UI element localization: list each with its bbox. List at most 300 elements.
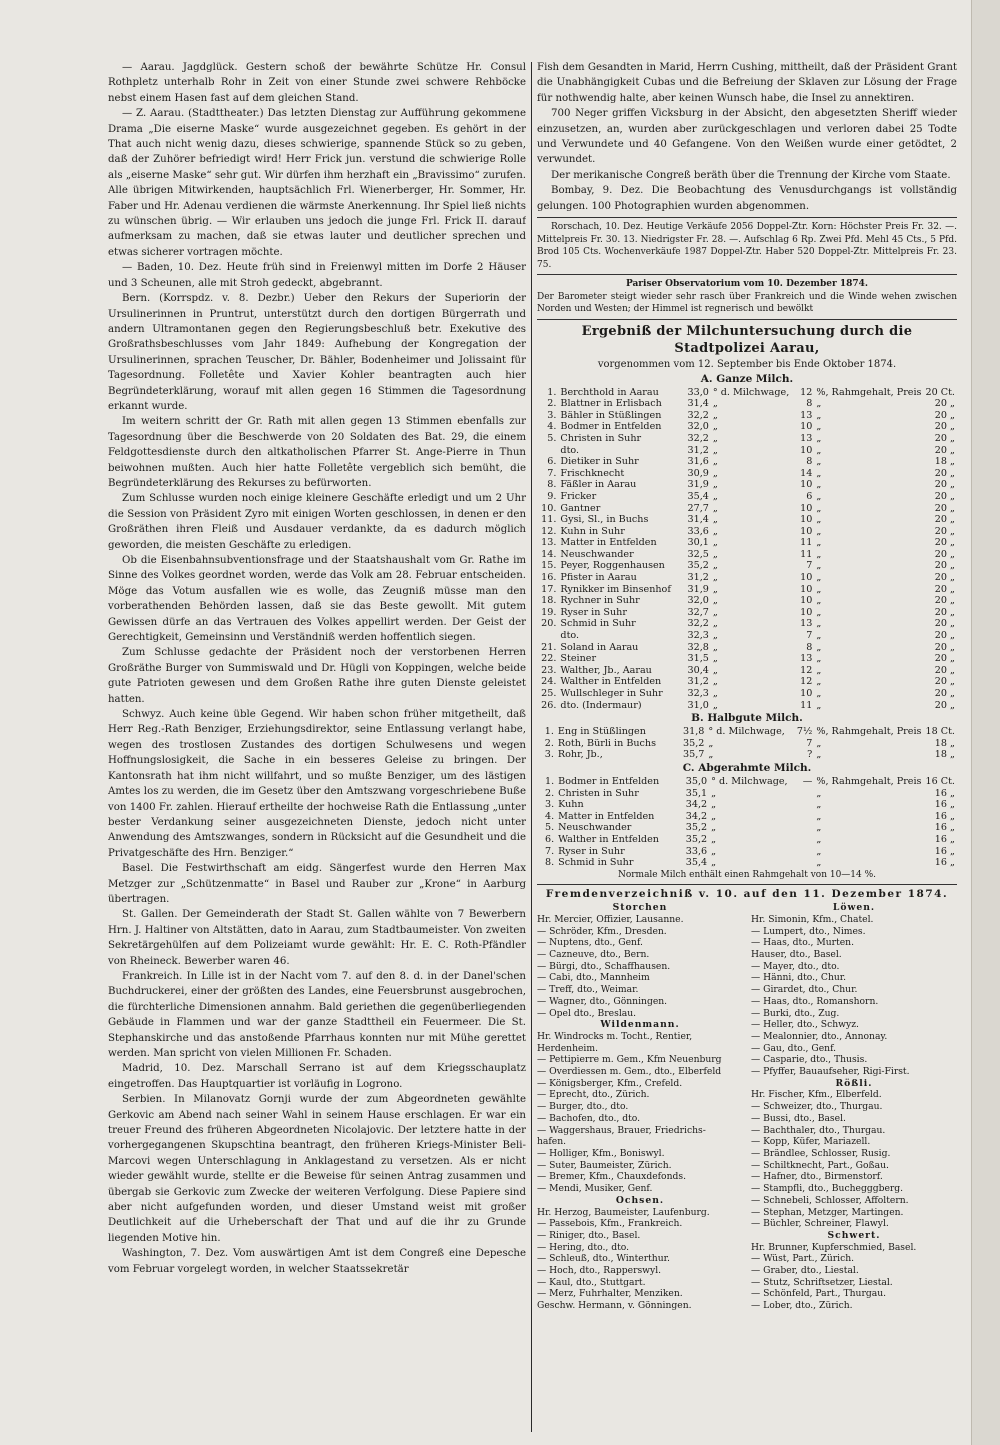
milk-cell-pct: „ [816, 787, 822, 799]
milk-cell-name: Berchthold in Aarau [560, 386, 659, 398]
milk-cell-val: 30,1 [687, 537, 709, 549]
milk-cell-pct: „ [816, 479, 822, 491]
milk-cell-pct: „ [816, 572, 822, 584]
milk-cell-price: 20 „ [934, 479, 955, 491]
milk-cell-name: Wullschleger in Suhr [560, 688, 663, 699]
milk-cell-price: 18 „ [934, 737, 955, 749]
guest-entry: — Stephan, Metzger, Martingen. [751, 1206, 904, 1218]
milk-cell-price: 20 „ [934, 398, 955, 410]
guest-entry: — Hafner, dto., Birmenstorf. [751, 1171, 883, 1183]
milk-table-row [537, 560, 957, 572]
milk-cell-num: 8. [547, 479, 557, 491]
guest-entry: — Brändlee, Schlosser, Rusig. [751, 1147, 891, 1159]
milk-cell-pct: „ [816, 641, 822, 653]
milk-cell-meth: „ [712, 583, 718, 595]
milk-cell-val: 31,6 [687, 456, 709, 468]
milk-cell-rahm: 10 [800, 595, 813, 607]
milk-cell-meth: ° d. Milchwage, [708, 726, 785, 738]
hotel-name: Storchen [612, 902, 668, 914]
milk-cell-num: 20. [541, 618, 557, 630]
milk-table-row [537, 549, 957, 561]
milk-cell-name: Blattner in Erlisbach [560, 398, 662, 410]
milk-cell-meth: „ [712, 456, 718, 468]
milk-cell-num: 7. [547, 467, 557, 479]
milk-cell-num: 14. [541, 548, 557, 560]
milk-table-row [537, 653, 957, 665]
guest-entry: — Mealonnier, dto., Annonay. [751, 1030, 888, 1042]
divider [537, 884, 957, 885]
milk-cell-meth: „ [711, 810, 717, 822]
milk-cell-num [537, 630, 558, 642]
guest-entry: Herdenheim. [537, 1042, 599, 1054]
milk-table-row [537, 857, 957, 869]
milk-cell-val: 30,4 [687, 664, 709, 676]
milk-table-b [537, 726, 957, 761]
milk-cell-price: 18 Ct. [925, 726, 955, 738]
milk-cell-pct: „ [816, 560, 822, 572]
milk-cell-num: 2. [544, 737, 554, 749]
milk-table-row [537, 584, 957, 596]
milk-table-row [537, 433, 957, 445]
milk-table-row [537, 788, 957, 800]
milk-table-row [537, 491, 957, 503]
milk-cell-num: 23. [541, 664, 557, 676]
milk-cell-name: Pfister in Aarau [560, 572, 637, 584]
milk-cell-num: 9. [547, 490, 557, 502]
guest-entry: — Casparie, dto., Thusis. [751, 1054, 868, 1066]
milk-cell-meth: „ [712, 525, 718, 537]
milk-cell-meth: „ [712, 618, 718, 630]
milk-cell-name: Ryser in Suhr [560, 606, 627, 618]
guest-entry: — Bussi, dto., Basel. [751, 1112, 846, 1124]
milk-cell-rahm [795, 811, 814, 823]
milk-cell-rahm: 10 [800, 444, 813, 456]
milk-table-row [537, 811, 957, 823]
milk-cell-val: 33,6 [687, 525, 709, 537]
article-paragraph: Bern. (Korrspdz. v. 8. Dezbr.) Ueber den Rekurs der Superiorin der Ursulinerinnen in Pruntrut, unterstützt durch den dortigen Bürgerrath und andern Ultramontanen gegen den Regierungsbeschluß betr. Exekutive des Großrathsbeschlusses vom Jahr 1849: Aufhebung der Kongregation der Ursulinerinnen, sprachen Teuscher, Dr. Bähler, Bodenheimer und Jolissaint für Tagesordnung. Folletête und Xavier Kohler beantragten auch hier Begründeterklärung, worauf mit allen gegen 16 Stimmen die Tagesordnung erkannt wurde. [108, 293, 526, 412]
milk-cell-price: 20 „ [934, 467, 955, 479]
milk-cell-name: Walther in Entfelden [558, 833, 659, 845]
milk-cell-rahm: 11 [800, 537, 813, 549]
guest-entry: Geschw. Hermann, v. Gönningen. [537, 1300, 692, 1312]
left-column [108, 60, 526, 1415]
milk-cell-num: 3. [547, 409, 557, 421]
guest-entry: — Schönfeld, Part., Thurgau. [751, 1288, 887, 1300]
article-paragraph: Bombay, 9. Dez. Die Beobachtung des Venusdurchgangs ist vollständig gelungen. 100 Photographien wurden abgenommen. [537, 185, 957, 212]
milk-cell-val: 35,2 [687, 560, 709, 572]
guest-entry: — Büchler, Schreiner, Flawyl. [751, 1218, 889, 1230]
milk-cell-num: 3. [544, 799, 555, 811]
milk-cell-pct: „ [816, 456, 822, 468]
milk-cell-rahm: 10 [800, 688, 813, 699]
article-paragraph: — Z. Aarau. (Stadttheater.) Das letzten Dienstag zur Aufführung gekommene Drama „Die eiserne Maske“ wurde ausgezeichnet gegeben. Es gehört in der That auch nicht wenig dazu, dieses schwierige, spannende Stück so zu geben, daß der Zuhörer befriedigt wird! Herr Frick jun. verstund die schwierige Rolle als „eiserne Maske“ sehr gut. Wir dürfen ihm herzhaft ein „Bravissimo“ zurufen. Alle übrigen Mitwirkenden, hauptsächlich Frl. Wienerberger, Hr. Sommer, Hr. Faber und Hr. Adenau verdienen die wärmste Anerkennung. Ihr Spiel ließ nichts zu wünschen übrig. — Wir erlauben uns jedoch die junge Frl. Frick II. darauf aufmerksam zu machen, daß sie etwas lauter und deutlicher sprechen und etwas sicherer vortragen möchte. [108, 108, 526, 258]
milk-cell-num: 10. [541, 502, 557, 514]
milk-cell-rahm: 10 [800, 583, 813, 595]
milk-cell-pct: „ [816, 810, 822, 822]
guest-entry: — Stutz, Schriftsetzer, Liestal. [751, 1276, 893, 1288]
hotel-name: Ochsen. [615, 1194, 665, 1206]
section-b-title: B. Halbgute Milch. [691, 712, 803, 725]
guest-entry: — Königsberger, Kfm., Crefeld. [537, 1077, 683, 1089]
milk-cell-meth: „ [712, 606, 718, 618]
milk-cell-name: Schmid in Suhr [560, 618, 636, 630]
milk-cell-num: 19. [541, 606, 557, 618]
milk-cell-pct: „ [816, 595, 822, 607]
milk-cell-val: 35,4 [685, 857, 708, 869]
milk-table-row [537, 665, 957, 677]
milk-cell-name: Ryser in Suhr [558, 845, 625, 857]
milk-table-row [537, 630, 957, 642]
milk-table-row [537, 503, 957, 515]
guest-entry: — Lumpert, dto., Nimes. [751, 925, 866, 937]
milk-cell-meth: „ [712, 653, 718, 665]
article-paragraph: Der merikanische Congreß beräth über die Trennung der Kirche vom Staate. [551, 169, 951, 181]
milk-cell-val: 35,1 [685, 787, 708, 799]
guest-entry: — Waggershaus, Brauer, Friedrichs- [537, 1124, 706, 1136]
milk-table-row [537, 456, 957, 468]
milk-cell-num: 21. [541, 641, 557, 653]
milk-cell-val: 31,0 [687, 699, 709, 711]
milk-cell-rahm: 7½ [796, 726, 813, 738]
guest-entry: — Pettipierre m. Gem., Kfm Neuenburg [537, 1054, 722, 1066]
article-paragraph: — Baden, 10. Dez. Heute früh sind in Freienwyl mitten im Dorfe 2 Häuser und 3 Scheunen, alle mit Stroh gedeckt, abgebrannt. [108, 262, 526, 289]
milk-cell-name: Steiner [560, 653, 597, 665]
observatory-title: Pariser Observatorium vom 10. Dezember 1874. [625, 279, 869, 290]
market-report: Rorschach, 10. Dez. Heutige Verkäufe 2056 Doppel-Ztr. Korn: Höchster Preis Fr. 32. —. Mittelpreis Fr. 30. 13. Niedrigster Fr. 28. —. Aufschlag 6 Rp. Zwei Pfd. Mehl 45 Cts., 5 Pfd. Brod 105 Cts. Wochenverkäufe 1987 Doppel-Ztr. Haber 520 Doppel-Ztr. Mittelpreis Fr. 23. 75. [537, 222, 957, 270]
guest-entry: — Merz, Fuhrhalter, Menziken. [537, 1288, 683, 1300]
milk-table-row [537, 688, 957, 700]
article-paragraph: Serbien. In Milanovatz Gornji wurde der zum Abgeordneten gewählte Gerkovic am Abend nach seiner Wahl in seinem Hause erschlagen. Er war ein treuer Freund des früheren Abgeordneten Nicolajovic. Der letztere hatte in der vorhergegangenen Skupschtina beantragt, den früheren Kriegs-Minister Beli-Marcovi wegen Unterschlagung in Anklagestand zu versetzen. Als er nicht wieder gewählt wurde, stellte er die Beweise für seinen Antrag zusammen und übergab sie Gerkovic zum Zwecke der weiteren Verfolgung. Diese Papiere sind aber nicht aufgefunden worden, und dieser Umstand weist mit großer Deutlichkeit auf die Urheberschaft der That und auf die ihr zu Grunde liegenden Motive hin. [108, 1094, 526, 1244]
milk-cell-meth: ° d. Milchwage, [712, 386, 790, 398]
milk-cell-meth: „ [712, 560, 718, 572]
milk-cell-val: 31,9 [687, 583, 709, 595]
milk-cell-num: 25. [541, 688, 557, 699]
milk-cell-pct: „ [816, 548, 822, 560]
milk-cell-price: 16 „ [934, 787, 955, 799]
milk-cell-name: Kuhn in Suhr [560, 525, 625, 537]
hotel-name: Löwen. [832, 902, 876, 914]
milk-cell-price: 20 „ [934, 664, 955, 676]
milk-table-row [537, 595, 957, 607]
milk-cell-meth: „ [712, 688, 718, 699]
milk-cell-meth: „ [711, 799, 717, 811]
milk-cell-rahm [795, 834, 814, 846]
milk-cell-meth: „ [712, 490, 718, 502]
milk-cell-rahm: 12 [800, 676, 813, 688]
milk-table-row [537, 607, 957, 619]
milk-cell-val: 35,2 [685, 822, 708, 834]
milk-cell-name: Kuhn [558, 799, 584, 811]
milk-cell-rahm: 10 [800, 572, 813, 584]
milk-cell-name: Neuschwander [558, 822, 632, 834]
milk-cell-val: 32,8 [687, 641, 709, 653]
guest-entry: — Mendi, Musiker, Genf. [537, 1183, 653, 1195]
milk-cell-rahm: 13 [800, 653, 813, 665]
guest-entry: — Wüst, Part., Zürich. [751, 1253, 855, 1265]
milk-cell-pct: „ [816, 699, 822, 711]
article-paragraph: 700 Neger griffen Vicksburg in der Absicht, den abgesetzten Sheriff wieder einzusetzen, an, wurden aber zurückgeschlagen und verloren dabei 25 Todte und Verwundete und 40 Gefangene. Von den Weißen wurde einer getödtet, 2 verwundet. [537, 108, 957, 166]
milk-cell-rahm: 14 [800, 467, 813, 479]
milk-cell-price: 16 „ [934, 857, 955, 869]
section-a-title: A. Ganze Milch. [700, 372, 794, 385]
milk-cell-price: 20 „ [934, 606, 955, 618]
guest-entry: Hr. Mercier, Offizier, Lausanne. [537, 913, 684, 925]
milk-table-row [537, 572, 957, 584]
article-paragraph: Schwyz. Auch keine üble Gegend. Wir haben schon früher mitgetheilt, daß Herr Reg.-Rath Benziger, Erziehungsdirektor, seine Entlassung verlangt habe, wegen des trostlosen Zustandes des dortigen Schulwesens und wegen Hoffnungslosigkeit, die Sache in ein besseres Geleise zu bringen. Der Kantonsrath hat ihm nicht willfahrt, und so mußte Benziger, um des lästigen Amtes los zu werden, die im Gesetz über den Amtszwang vorgeschriebene Buße von 1400 Fr. zahlen. Hierauf ertheilte der hochweise Rath die Entlassung „unter bester Verdankung seiner ausgezeichneten Dienste, jedoch nicht unter Anwendung des Amtszwanges, sondern in Rücksicht auf die Gesundheit und die Privatgeschäfte des Hrn. Benziger.“ [108, 709, 526, 859]
milk-cell-meth: „ [712, 572, 718, 584]
guest-entry: — Passebois, Kfm., Frankreich. [537, 1218, 683, 1230]
milk-table-row [537, 468, 957, 480]
milk-cell-num: 5. [544, 822, 555, 834]
milk-cell-meth: „ [711, 845, 717, 857]
guest-entry: — Wagner, dto., Gönningen. [537, 995, 668, 1007]
guest-entry: — Holliger, Kfm., Boniswyl. [537, 1147, 665, 1159]
article-paragraph: Madrid, 10. Dez. Marschall Serrano ist auf dem Kriegsschauplatz eingetroffen. Das Hauptquartier ist vorläufig in Logrono. [108, 1063, 526, 1090]
milk-cell-meth: „ [712, 537, 718, 549]
milk-cell-val: 32,5 [687, 548, 709, 560]
guest-entry: — Gau, dto., Genf. [751, 1042, 837, 1054]
guest-entry: — Bachthaler, dto., Thurgau. [751, 1124, 886, 1136]
milk-cell-pct: „ [816, 537, 822, 549]
milk-cell-pct: „ [816, 857, 822, 869]
milk-cell-meth: „ [711, 787, 717, 799]
guest-entry: — Overdiessen m. Gem., dto., Elberfeld [537, 1066, 722, 1078]
milk-cell-price: 18 „ [934, 749, 955, 761]
milk-cell-num: 3. [544, 749, 554, 761]
milk-cell-meth: „ [712, 432, 718, 444]
milk-cell-val: 32,2 [687, 432, 709, 444]
milk-cell-val: 32,3 [687, 688, 709, 699]
divider [537, 274, 957, 275]
milk-cell-pct: „ [816, 833, 822, 845]
divider [537, 319, 957, 320]
milk-cell-price: 20 „ [934, 653, 955, 665]
column-rule [531, 62, 532, 1432]
milk-cell-val: 32,2 [687, 618, 709, 630]
milk-cell-meth: „ [712, 398, 718, 410]
guest-entry: — Graber, dto., Liestal. [751, 1265, 859, 1277]
milk-cell-rahm [795, 822, 814, 834]
milk-cell-rahm: 10 [800, 525, 813, 537]
guest-entry: — Schnebeli, Schlosser, Affoltern. [751, 1194, 909, 1206]
milk-cell-name: Matter in Entfelden [560, 537, 657, 549]
milk-cell-meth: „ [708, 737, 714, 749]
article-paragraph: Ob die Eisenbahnsubventionsfrage und der Staatshaushalt vom Gr. Rathe im Sinne des Volkes geordnet worden, werde das Volk am 28. Februar entscheiden. Möge das Votum ausfallen wie es wolle, das Zeugniß müsse man den vorberathenden Behörden lassen, daß sie das Beste gewollt. Mit gutem Gewissen dürfe an das Vertrauen des Volkes appellirt werden. Der Geist der Gerechtigkeit, Gemeinsinn und Verständniß werden hoffentlich siegen. [108, 555, 526, 644]
milk-table-row [537, 834, 957, 846]
guest-entry: — Heller, dto., Schwyz. [751, 1019, 859, 1031]
milk-table-row [537, 526, 957, 538]
milk-cell-rahm: ? [807, 749, 813, 761]
milk-cell-pct: „ [816, 845, 822, 857]
milk-table-row [537, 618, 957, 630]
milk-cell-price: 20 „ [934, 514, 955, 526]
milk-cell-name: Bähler in Stüßlingen [560, 409, 662, 421]
milk-cell-val: 33,6 [685, 845, 708, 857]
milk-cell-pct: „ [816, 664, 822, 676]
milk-cell-name: dto. [560, 444, 580, 456]
article-paragraph: Zum Schlusse wurden noch einige kleinere Geschäfte erledigt und um 2 Uhr die Session von Präsident Zyro mit einigen Worten geschlossen, in denen er den Großräthen ihren Fleiß und Ausdauer verdankte, da es dadurch möglich geworden, die meisten Geschäfte zu erledigen. [108, 493, 526, 551]
milk-cell-price: 20 „ [934, 641, 955, 653]
milk-cell-name: Peyer, Roggenhausen [560, 560, 665, 572]
guest-entry: — Pfyffer, Bauaufseher, Rigi-First. [751, 1066, 910, 1078]
milk-cell-price: 20 „ [934, 421, 955, 433]
guest-entry: — Burki, dto., Zug. [751, 1007, 840, 1019]
guest-entry: hafen. [537, 1136, 567, 1148]
milk-cell-name: Christen in Suhr [560, 432, 642, 444]
guest-entry: — Bachofen, dto., dto. [537, 1112, 641, 1124]
right-articles [537, 60, 957, 214]
milk-table-row [537, 514, 957, 526]
milk-cell-pct: „ [816, 525, 822, 537]
milk-cell-pct: „ [816, 409, 822, 421]
milk-cell-name: Fricker [560, 490, 597, 502]
guest-entry: — Schweizer, dto., Thurgau. [751, 1101, 883, 1113]
milk-cell-num: 4. [547, 421, 557, 433]
milk-cell-rahm: 13 [800, 409, 813, 421]
milk-cell-pct: „ [816, 502, 822, 514]
milk-cell-price: 20 „ [934, 583, 955, 595]
hotel-name: Rößli. [835, 1077, 873, 1089]
milk-cell-pct: %, Rahmgehalt, Preis [816, 726, 922, 738]
milk-cell-val: 35,2 [683, 737, 705, 749]
milk-table-a [537, 387, 957, 712]
milk-cell-name: Gysi, Sl., in Buchs [560, 514, 649, 526]
milk-cell-meth: „ [712, 479, 718, 491]
milk-cell-meth: „ [712, 595, 718, 607]
milk-table-row [537, 726, 957, 738]
guest-entry: — Treff, dto., Weimar. [537, 984, 639, 996]
guest-entry: — Hoch, dto., Rapperswyl. [537, 1265, 662, 1277]
milk-cell-pct: „ [816, 822, 822, 834]
milk-cell-rahm: 13 [800, 432, 813, 444]
guest-list-left [537, 902, 743, 1312]
milk-cell-rahm: 12 [800, 386, 813, 398]
milk-cell-pct: „ [816, 676, 822, 688]
milk-cell-val: 31,8 [683, 726, 705, 738]
guest-entry: — Eprecht, dto., Zürich. [537, 1089, 650, 1101]
milk-table-row [537, 738, 957, 750]
milk-table-row [537, 776, 957, 788]
guest-entry: — Girardet, dto., Chur. [751, 984, 858, 996]
milk-cell-meth: „ [712, 664, 718, 676]
milk-cell-val: 31,4 [687, 398, 709, 410]
milk-cell-num: 1. [547, 386, 557, 398]
milk-cell-price: 20 „ [934, 618, 955, 630]
milk-cell-pct: „ [816, 514, 822, 526]
milk-cell-pct: „ [816, 630, 822, 642]
milk-cell-name: Frischknecht [560, 467, 625, 479]
milk-cell-meth: „ [711, 822, 717, 834]
milk-cell-price: 20 „ [934, 699, 955, 711]
milk-cell-name: Soland in Aarau [560, 641, 639, 653]
milk-cell-meth: „ [712, 676, 718, 688]
milk-cell-num: 4. [544, 810, 555, 822]
guest-entry: — Stampfli, dto., Buchegggberg. [751, 1183, 904, 1195]
milk-cell-rahm [795, 788, 814, 800]
milk-cell-val: 32,7 [687, 606, 709, 618]
milk-cell-num: 15. [541, 560, 557, 572]
milk-cell-rahm: 7 [806, 560, 813, 572]
milk-table-row [537, 398, 957, 410]
milk-cell-name: Neuschwander [560, 548, 634, 560]
milk-cell-meth: „ [712, 641, 718, 653]
guest-entry: Hr. Brunner, Kupferschmied, Basel. [751, 1241, 917, 1253]
milk-cell-val: 31,2 [687, 444, 709, 456]
milk-table-row [537, 537, 957, 549]
milk-cell-val: 32,0 [687, 421, 709, 433]
milk-cell-price: 20 „ [934, 595, 955, 607]
milk-cell-num [537, 445, 558, 457]
guest-entry: — Schleuß, dto., Winterthur. [537, 1253, 670, 1265]
milk-cell-meth: „ [711, 833, 717, 845]
milk-cell-name: Roth, Bürli in Buchs [557, 737, 657, 749]
milk-cell-val: 31,2 [687, 676, 709, 688]
milk-note: Normale Milch enthält einen Rahmgehalt von 10—14 %. [617, 869, 877, 880]
milk-cell-rahm [795, 857, 814, 869]
milk-table-row [537, 445, 957, 457]
guest-list [537, 902, 957, 1312]
milk-cell-rahm: 8 [806, 398, 813, 410]
milk-cell-num: 11. [541, 514, 557, 526]
hotel-name: Schwert. [827, 1229, 881, 1241]
milk-cell-rahm: 10 [800, 421, 813, 433]
milk-cell-name: Gantner [560, 502, 601, 514]
milk-cell-num: 12. [541, 525, 557, 537]
milk-cell-val: 35,0 [685, 775, 708, 787]
milk-cell-pct: „ [816, 467, 822, 479]
milk-table-row [537, 410, 957, 422]
milk-cell-pct: „ [816, 490, 822, 502]
milk-cell-val: 35,7 [683, 749, 705, 761]
milk-cell-name: Christen in Suhr [558, 787, 639, 799]
milk-cell-val: 34,2 [685, 810, 708, 822]
milk-cell-price: 20 „ [934, 444, 955, 456]
guest-entry: — Burger, dto., dto. [537, 1101, 629, 1113]
milk-cell-rahm: 7 [806, 737, 813, 749]
milk-cell-val: 35,4 [687, 490, 709, 502]
milk-table-row [537, 822, 957, 834]
milk-cell-val: 30,9 [687, 467, 709, 479]
milk-cell-price: 16 „ [934, 845, 955, 857]
milk-cell-meth: „ [712, 630, 718, 642]
guest-entry: Hr. Windrocks m. Tocht., Rentier, [537, 1030, 693, 1042]
milk-table-c [537, 776, 957, 869]
milk-cell-rahm [795, 799, 814, 811]
milk-report-title: Ergebniß der Milchuntersuchung durch die Stadtpolizei Aarau, [581, 323, 913, 356]
milk-cell-name: Dietiker in Suhr [560, 456, 639, 468]
milk-cell-pct: „ [816, 398, 822, 410]
milk-cell-name: Bodmer in Entfelden [558, 775, 660, 787]
milk-cell-meth: ° d. Milchwage, [711, 775, 788, 787]
guest-entry: — Bürgi, dto., Schaffhausen. [537, 960, 671, 972]
milk-cell-pct: %, Rahmgehalt, Preis [816, 775, 922, 787]
milk-cell-pct: „ [816, 737, 822, 749]
guest-entry: — Haas, dto., Murten. [751, 937, 855, 949]
guest-entry: — Cabi, dto., Mannheim [537, 972, 650, 984]
milk-cell-pct: „ [816, 653, 822, 665]
milk-table-row [537, 387, 957, 399]
milk-cell-price: 16 „ [934, 810, 955, 822]
milk-cell-pct: „ [816, 432, 822, 444]
milk-cell-num: 1. [544, 775, 555, 787]
milk-cell-rahm: 13 [800, 618, 813, 630]
guest-entry: — Mayer, dto., dto. [751, 960, 840, 972]
milk-cell-price: 20 „ [934, 548, 955, 560]
milk-cell-val: 32,2 [687, 409, 709, 421]
milk-cell-price: 20 „ [934, 676, 955, 688]
milk-table-row [537, 421, 957, 433]
milk-cell-name: Rychner in Suhr [560, 595, 640, 607]
